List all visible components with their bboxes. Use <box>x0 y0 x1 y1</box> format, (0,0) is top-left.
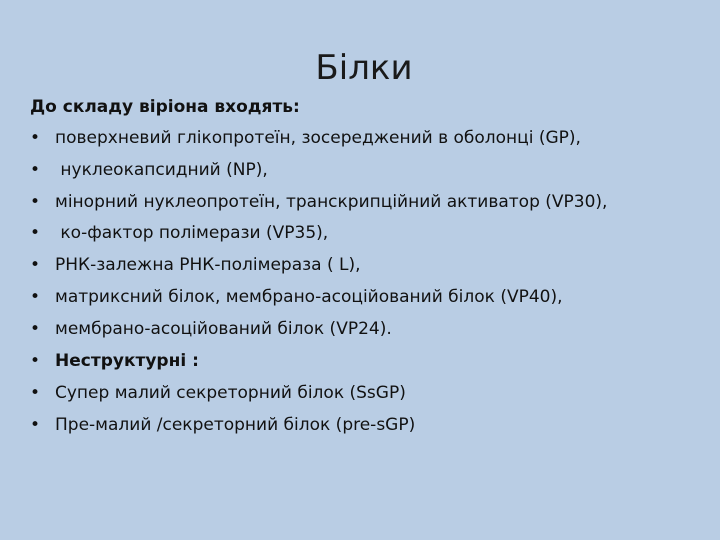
list-item-text: Супер малий секреторний білок (SsGP) <box>55 383 406 403</box>
list-item <box>30 221 686 245</box>
bullet-icon: • <box>30 223 41 243</box>
list-item-text: нуклеокапсидний (NP), <box>55 160 268 180</box>
list-item-text: матриксний білок, мембрано-асоційований білок (VP40), <box>55 287 563 307</box>
list-item-text: ко-фактор полімерази (VP35), <box>55 223 329 243</box>
list-item <box>30 349 686 373</box>
bullet-icon: • <box>30 383 41 403</box>
list-item <box>30 190 686 215</box>
list-item <box>30 126 686 150</box>
list-item-text: Пре-малий /секреторний білок (pre-sGP) <box>55 415 416 435</box>
bullet-icon: • <box>30 255 41 275</box>
slide-content <box>30 95 686 445</box>
bullet-icon: • <box>30 160 41 180</box>
bullet-icon: • <box>30 287 41 307</box>
bullet-icon: • <box>30 319 41 339</box>
list-item <box>30 158 686 182</box>
bullet-icon: • <box>30 128 41 148</box>
list-item-text: мінорний нуклеопротеїн, транскрипційний активатор (VP30), <box>55 192 608 212</box>
bullet-icon: • <box>30 351 41 371</box>
list-item-text: мембрано-асоційований білок (VP24). <box>55 319 392 339</box>
list-item <box>30 317 686 341</box>
slide-title: Білки <box>315 48 413 88</box>
list-item <box>30 253 686 277</box>
list-item <box>30 413 686 437</box>
list-item <box>30 285 686 309</box>
list-item-text: поверхневий глікопротеїн, зосереджений в оболонці (GP), <box>55 128 581 148</box>
intro-text: До складу віріона входять: <box>30 97 300 117</box>
bullet-list <box>30 126 686 437</box>
bullet-icon: • <box>30 415 41 435</box>
list-item-text: Неструктурні : <box>55 351 199 371</box>
bullet-icon: • <box>30 192 41 212</box>
list-item-text: РНК-залежна РНК-полімераза ( L), <box>55 255 361 275</box>
list-item <box>30 381 686 405</box>
